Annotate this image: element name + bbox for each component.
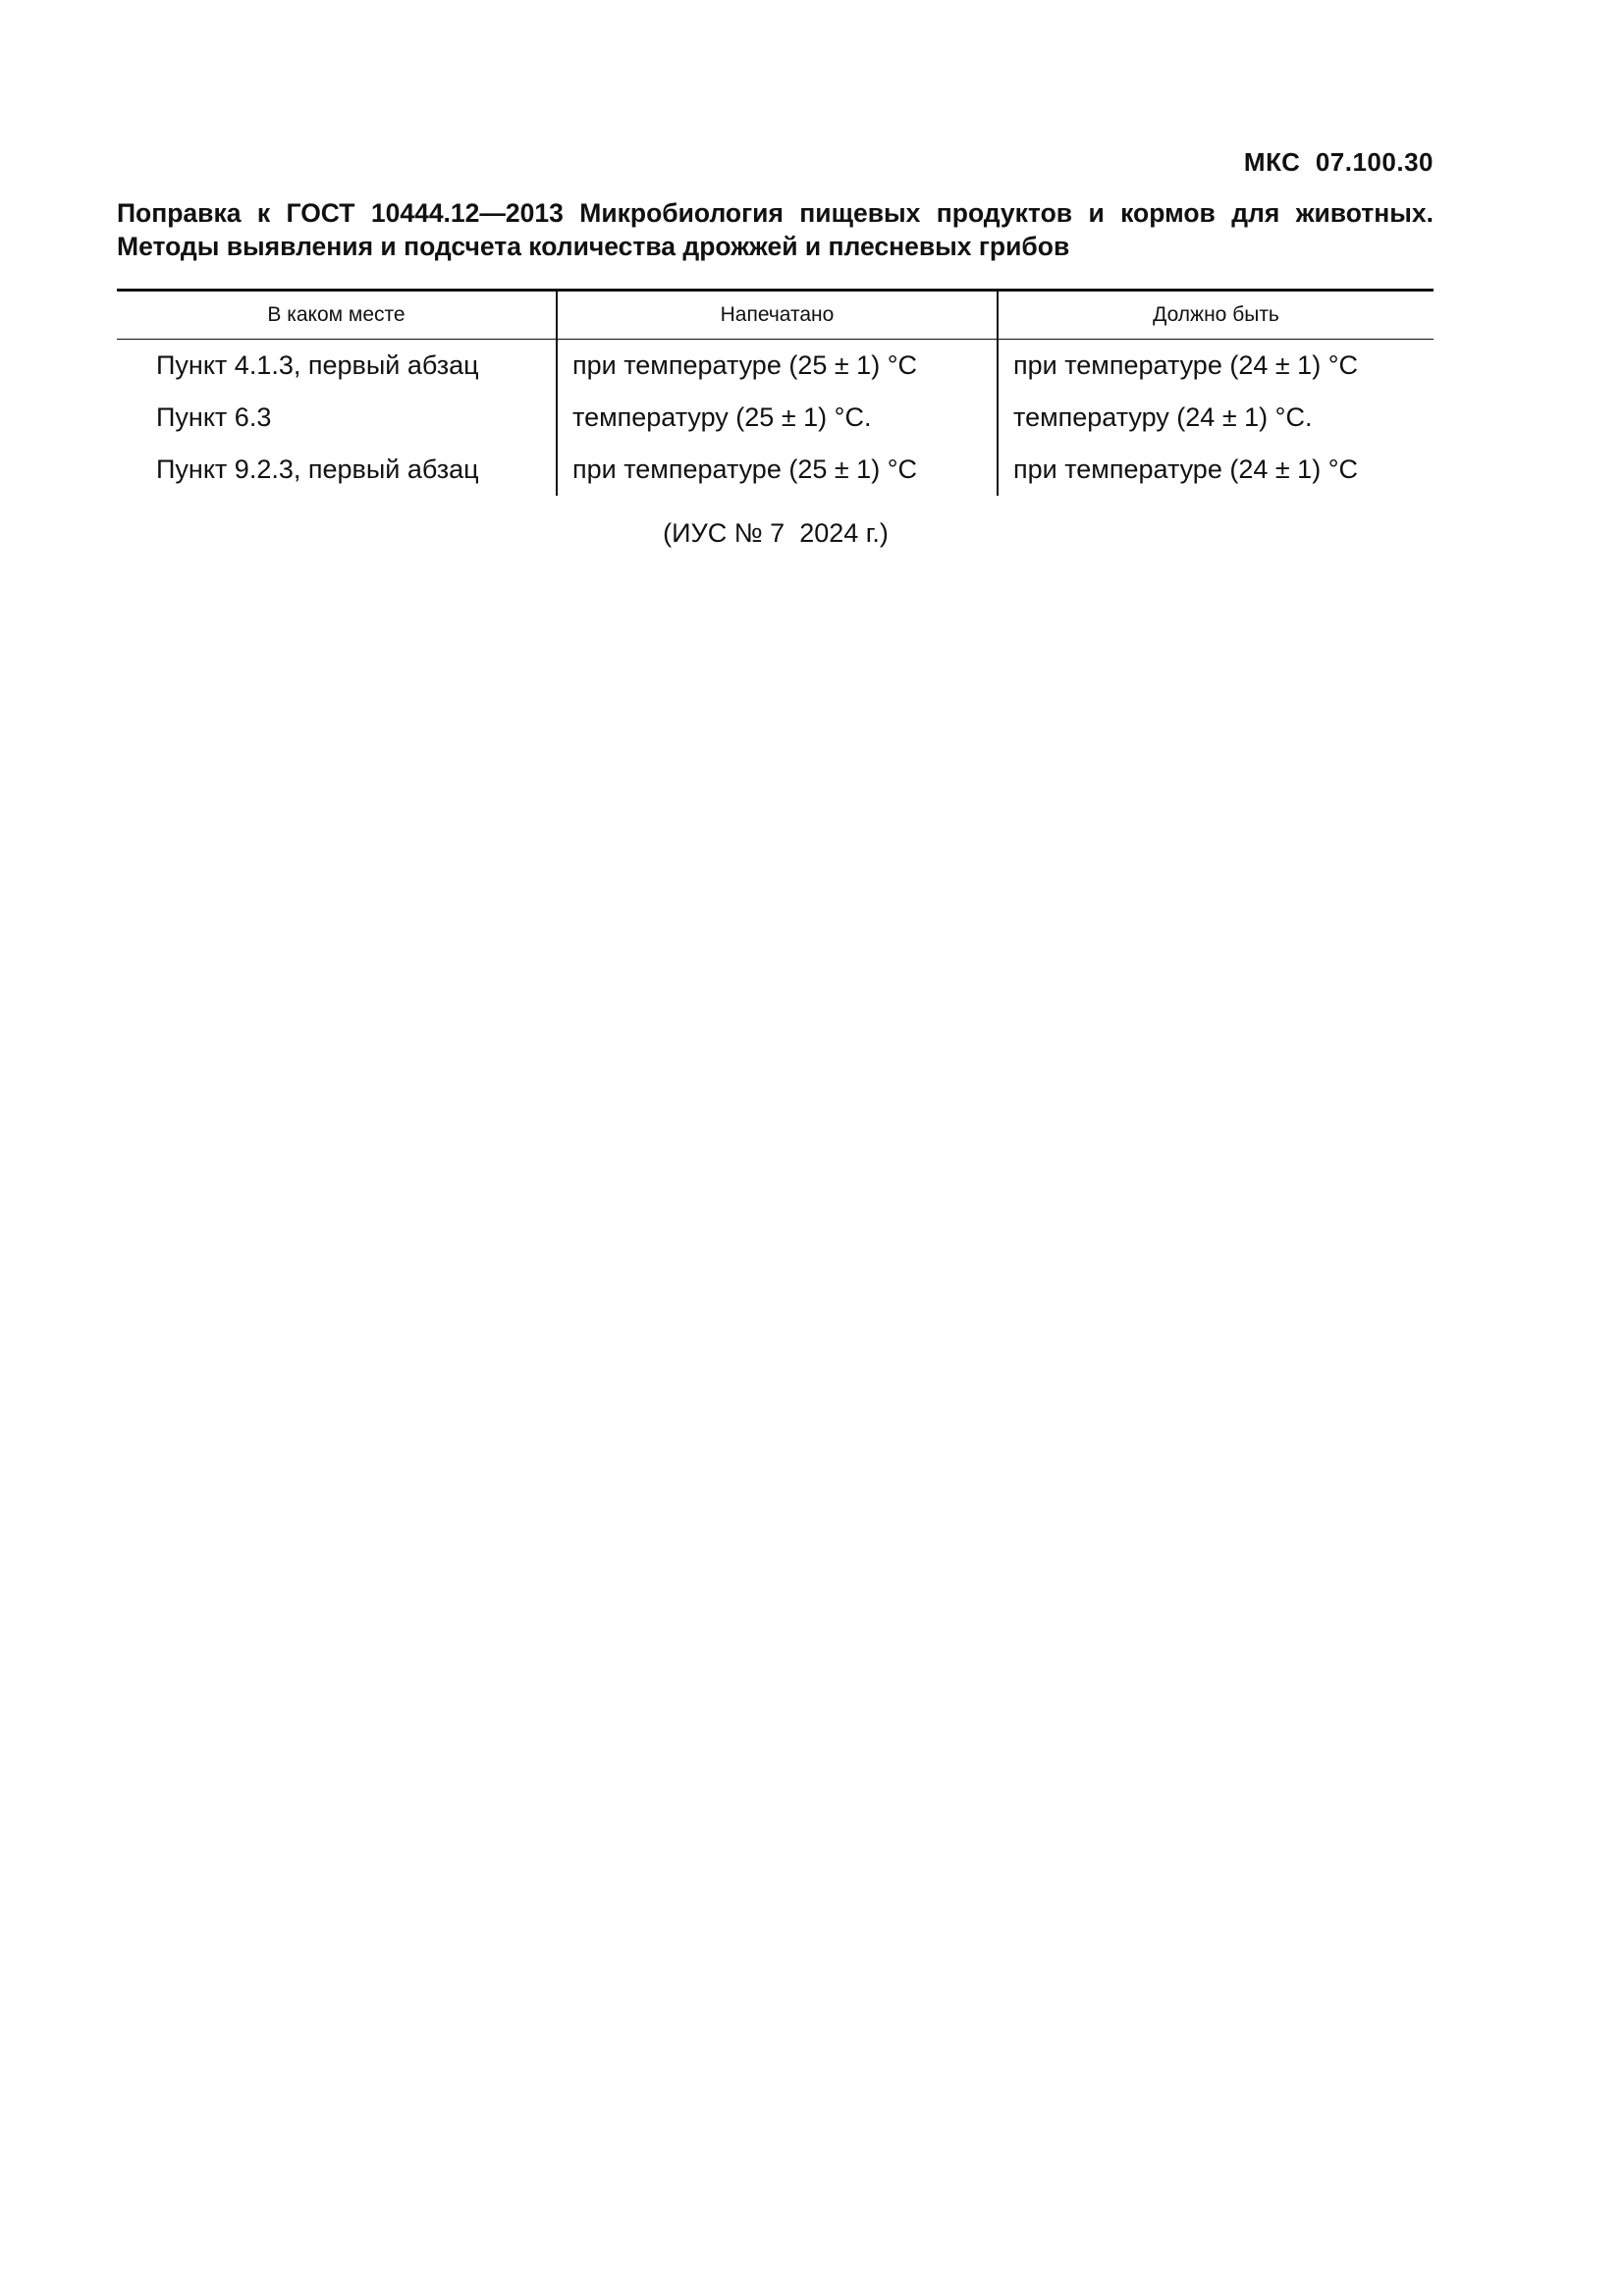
- table-row: [117, 340, 1434, 393]
- cell-should-be: температуру (24 ± 1) °С.: [998, 392, 1434, 444]
- cell-should-be: при температуре (24 ± 1) °С: [998, 444, 1434, 496]
- cell-printed: при температуре (25 ± 1) °С: [557, 340, 998, 393]
- table-row: [117, 444, 1434, 496]
- cell-should-be: при температуре (24 ± 1) °С: [998, 340, 1434, 393]
- header-place: В каком месте: [117, 291, 557, 340]
- cell-place: Пункт 4.1.3, первый абзац: [156, 350, 479, 380]
- cell-printed: при температуре (25 ± 1) °С: [557, 444, 998, 496]
- table-row: [117, 392, 1434, 444]
- cell-printed: температуру (25 ± 1) °С.: [557, 392, 998, 444]
- cell-place: Пункт 9.2.3, первый абзац: [156, 454, 479, 484]
- cell-place: Пункт 6.3: [156, 402, 272, 432]
- title-line-2: Методы выявления и подсчета количества дрожжей и плесневых грибов: [117, 232, 1070, 261]
- table-header-row: [117, 291, 1434, 340]
- corrections-table: [117, 289, 1434, 496]
- classification-code: МКС 07.100.30: [1243, 147, 1434, 177]
- document-title: [117, 196, 1434, 263]
- ius-reference: (ИУС № 7 2024 г.): [663, 518, 889, 548]
- title-line-1: Поправка к ГОСТ 10444.12—2013 Микробиология пищевых продуктов и кормов для животных.: [117, 198, 1434, 228]
- header-printed: Напечатано: [557, 291, 998, 340]
- header-should-be: Должно быть: [998, 291, 1434, 340]
